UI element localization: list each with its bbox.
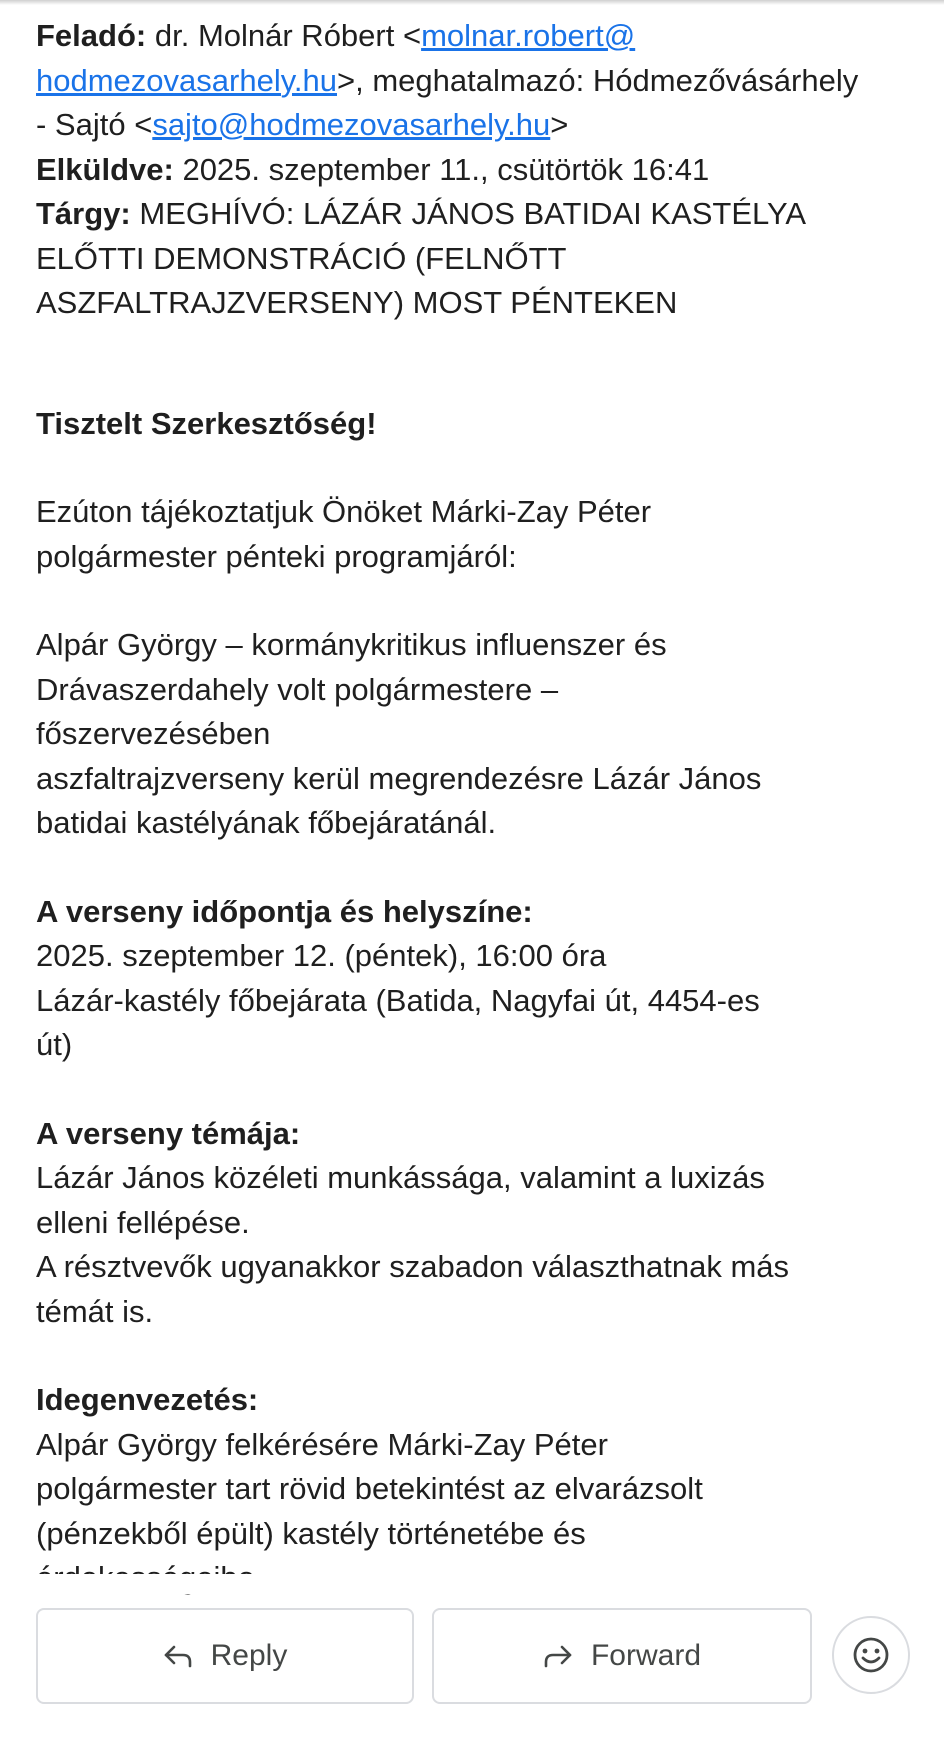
theme-line: témát is. (36, 1293, 154, 1329)
guide-line: (pénzekből épült) kastély történetébe és (36, 1515, 586, 1551)
guide-line: Alpár György felkérésére Márki-Zay Péter (36, 1426, 608, 1462)
press-email-link[interactable]: sajto@hodmezovasarhely.hu (152, 107, 551, 142)
theme-section (36, 1112, 916, 1335)
subject-line-1: MEGHÍVÓ: LÁZÁR JÁNOS BATIDAI KASTÉLYA (139, 196, 807, 231)
event-line: batidai kastélyának főbejáratánál. (36, 805, 497, 840)
smiley-icon (851, 1635, 891, 1675)
guide-section (36, 1378, 916, 1601)
theme-heading: A verseny témája: (36, 1115, 301, 1151)
from-line (36, 14, 916, 59)
time-heading: A verseny időpontja és helyszíne: (36, 893, 533, 929)
sent-label: Elküldve: (36, 151, 174, 187)
subject-line-2: ELŐTTI DEMONSTRÁCIÓ (FELNŐTT (36, 240, 567, 276)
guide-heading: Idegenvezetés: (36, 1382, 259, 1417)
reply-button[interactable] (36, 1608, 414, 1704)
forward-button[interactable] (432, 1608, 812, 1704)
event-line: aszfaltrajzverseny kerül megrendezésre Lázár János (36, 760, 762, 796)
theme-line: A résztvevők ugyanakkor szabadon választhatnak más (36, 1249, 790, 1284)
subject-line-3: ASZFALTRAJZVERSENY) MOST PÉNTEKEN (36, 285, 678, 320)
action-bar (0, 1596, 944, 1738)
guide-line: polgármester tart rövid betekintést az elvarázsolt (36, 1471, 703, 1506)
time-line: 2025. szeptember 12. (péntek), 16:00 óra (36, 938, 607, 973)
intro-line: Ezúton tájékoztatjuk Önöket Márki-Zay Péter (36, 494, 652, 529)
time-section (36, 890, 916, 1068)
sender-email-link-part2[interactable]: hodmezovasarhely.hu (36, 62, 337, 98)
from-line-3 (36, 103, 916, 148)
sender-email-link-part1[interactable]: molnar.robert@ (421, 18, 636, 53)
greeting: Tisztelt Szerkesztőség! (36, 405, 377, 441)
content-fade (0, 1574, 944, 1594)
from-tail: >, meghatalmazó: Hódmezővásárhely (337, 62, 859, 98)
from-name: dr. Molnár Róbert < (154, 18, 422, 53)
event-paragraph (36, 623, 916, 846)
from-line3-suffix: > (550, 107, 569, 142)
time-line: út) (36, 1027, 73, 1062)
from-label: Feladó: (36, 18, 147, 53)
sent-line (36, 148, 916, 193)
subject-label: Tárgy: (36, 196, 131, 231)
reply-label: Reply (210, 1639, 288, 1672)
header-body-spacer (36, 326, 916, 402)
sent-value: 2025. szeptember 11., csütörtök 16:41 (182, 151, 710, 187)
theme-line: elleni fellépése. (36, 1204, 250, 1240)
emoji-reaction-button[interactable] (832, 1616, 910, 1694)
event-line: Drávaszerdahely volt polgármestere – (36, 671, 559, 707)
theme-line: Lázár János közéleti munkássága, valamint a luxizás (36, 1160, 765, 1195)
subject-line (36, 192, 916, 237)
from-line3-prefix: - Sajtó < (36, 107, 153, 142)
intro-line: polgármester pénteki programjáról: (36, 538, 517, 574)
intro-paragraph (36, 490, 916, 579)
reply-arrow-icon (163, 1643, 193, 1669)
event-line: Alpár György – kormánykritikus influenszer és (36, 627, 667, 662)
email-body (36, 14, 916, 1588)
forward-label: Forward (590, 1639, 702, 1672)
forward-arrow-icon (543, 1643, 573, 1669)
top-edge-shadow (0, 0, 944, 5)
event-line: főszervezésében (36, 716, 271, 751)
from-line-2 (36, 59, 916, 104)
time-line: Lázár-kastély főbejárata (Batida, Nagyfai út, 4454-es (36, 982, 760, 1018)
